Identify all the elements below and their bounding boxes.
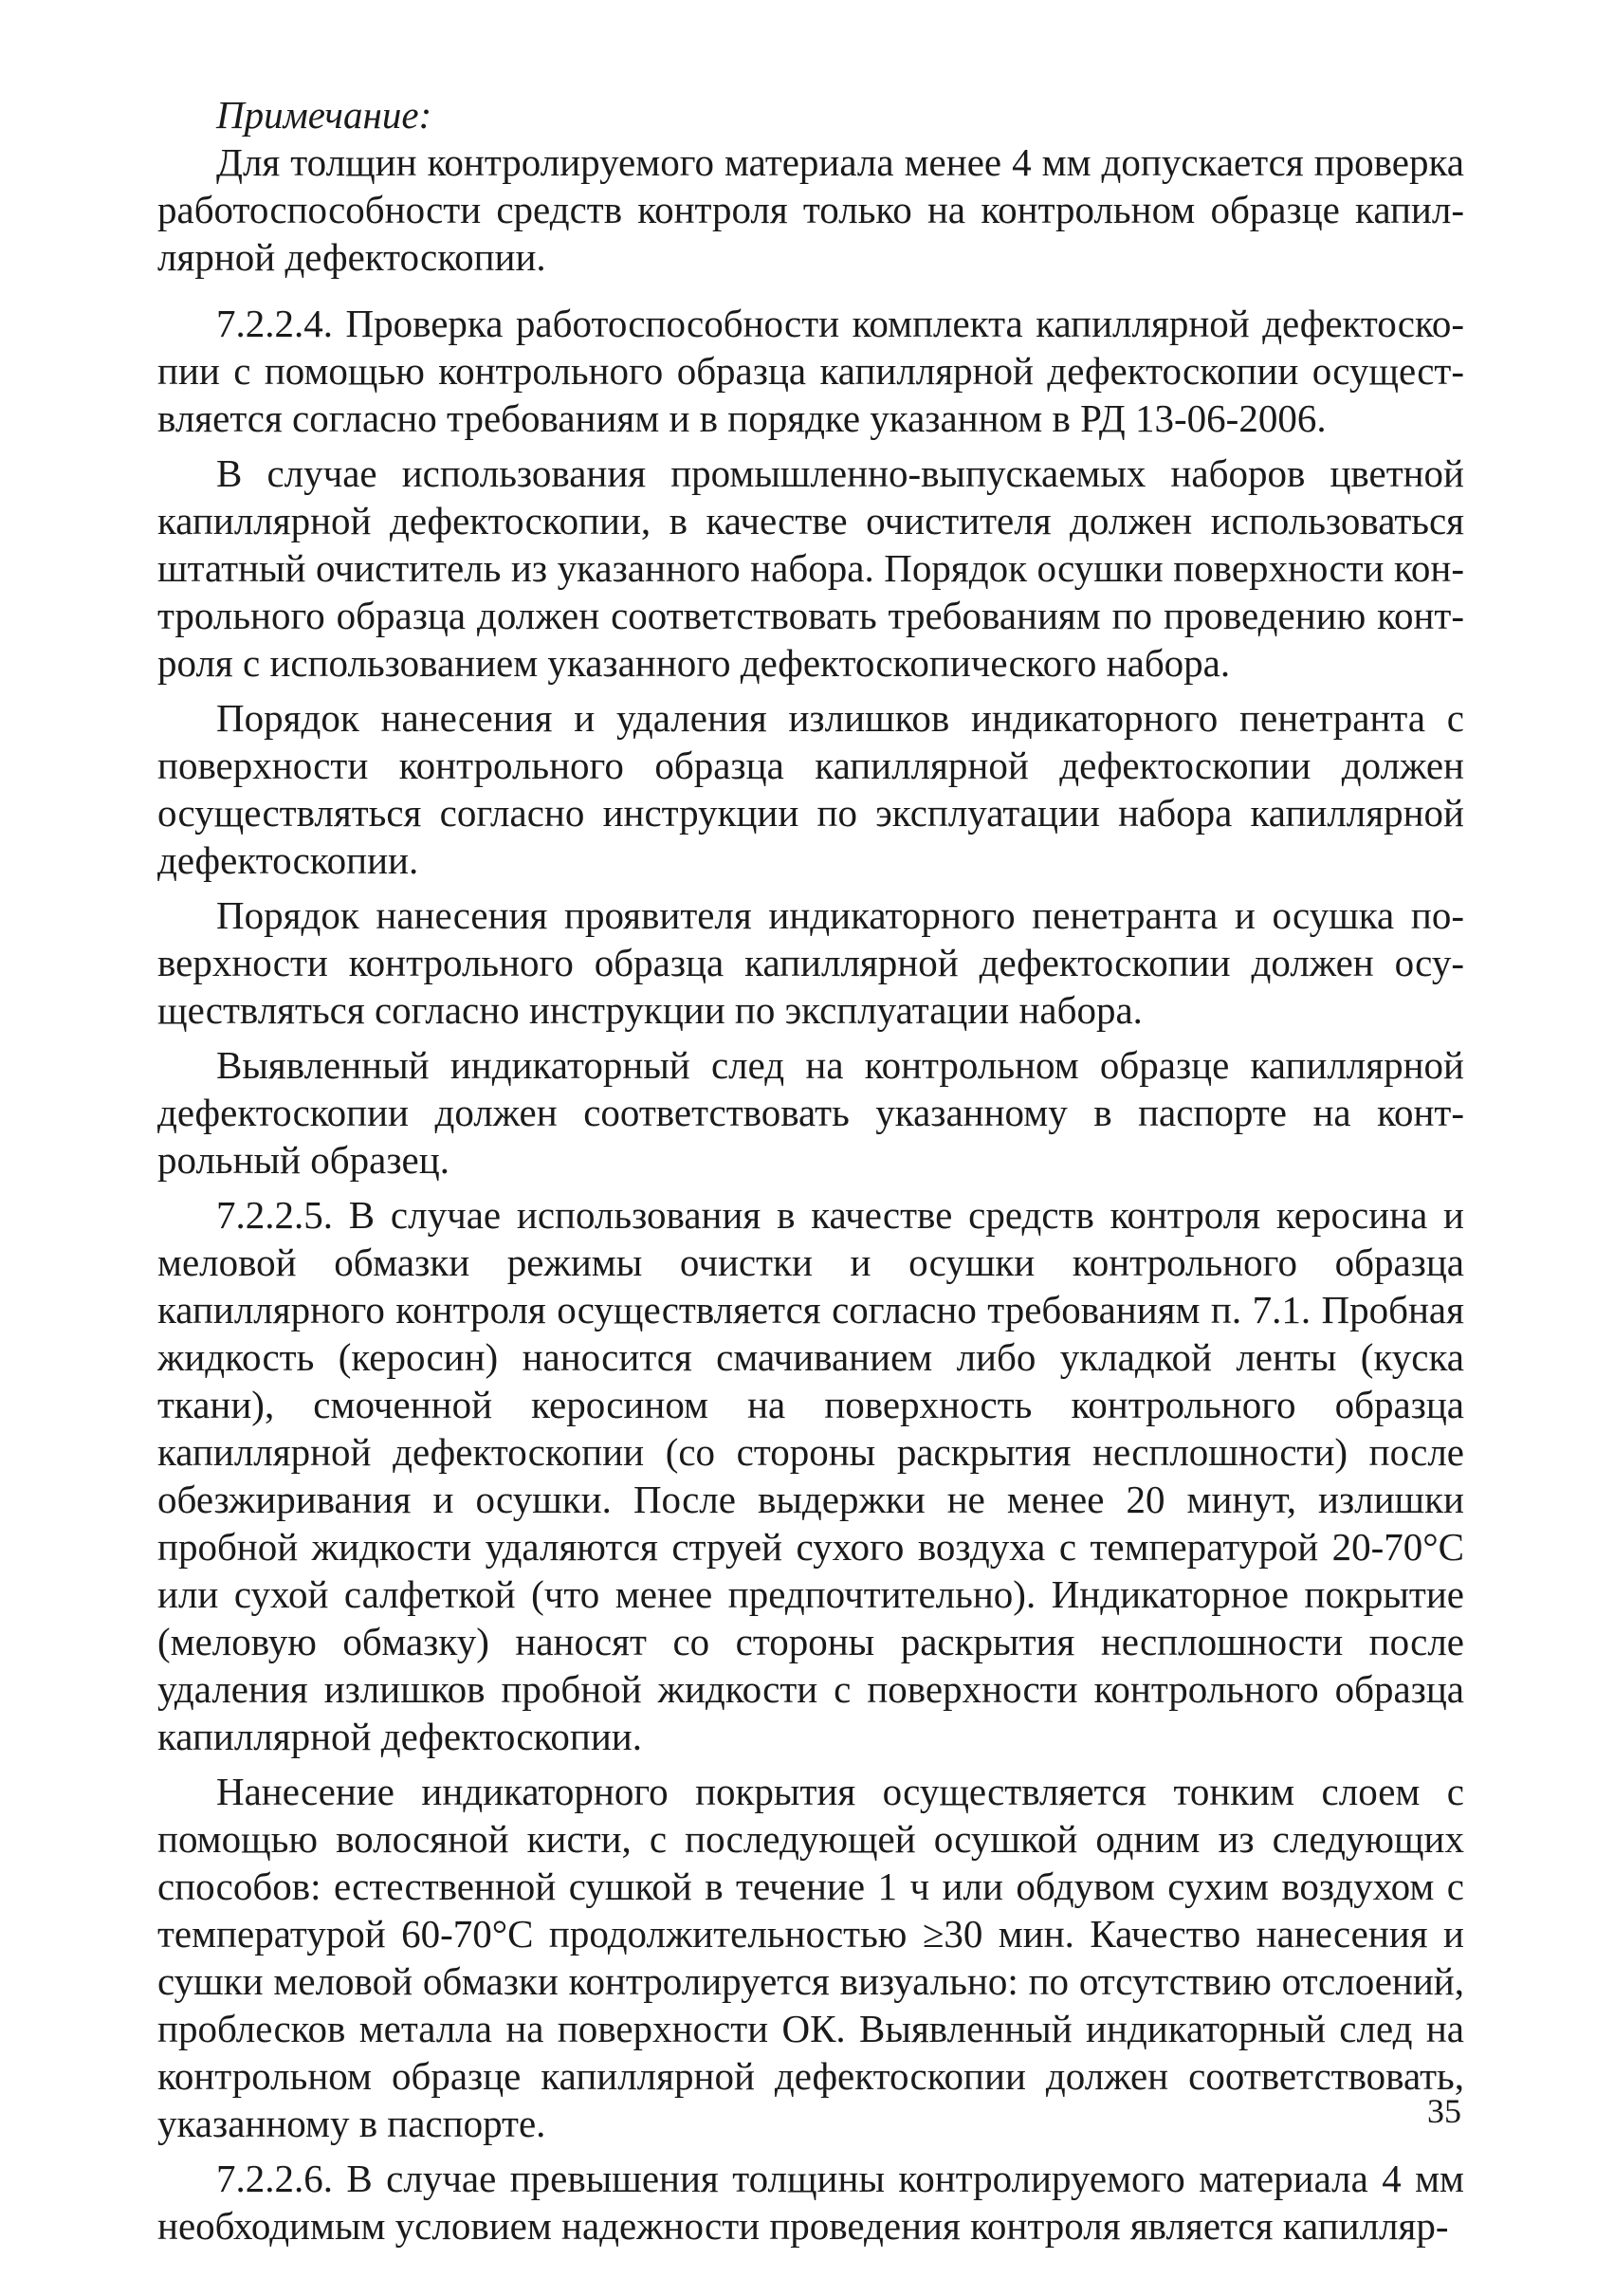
document-page <box>157 91 1464 2257</box>
note-text: Для толщин контролируемого материала менее 4 мм допускается проверка работоспособности средств контроля только на контрольном образце капиллярной дефектоскопии. <box>157 140 1464 279</box>
note-label: Примечание: <box>216 93 432 137</box>
paragraph-indication: Выявленный индикаторный след на контрольном образце капиллярной дефектоскопии должен соответствовать указанному в паспорте на контрольный образец. <box>157 1043 1464 1182</box>
paragraph-cleaner: В случае использования промышленно-выпускаемых наборов цветной капиллярной дефектоскопии, в качестве очистителя должен использоваться штатный очиститель из указанного набора. Порядок осушки поверхности контрольного образца должен соответствовать требованиям по проведению контроля с использованием указанного дефектоскопического набора. <box>157 451 1464 685</box>
paragraph-coating: Нанесение индикаторного покрытия осуществляется тонким слоем с помощью волосяной кисти, с последующей осушкой одним из следующих способов: естественной сушкой в течение 1 ч или обдувом сухим воздухом с температурой 60-70°С продолжительностью ≥30 мин. Качество нанесения и сушки меловой обмазки контролируется визуально: по отсутствию отслоений, проблесков металла на поверхности ОК. Выявленный индикаторный след на контрольном образце капиллярной дефектоскопии должен соответствовать, указанному в паспорте. <box>157 1770 1464 2145</box>
paragraph-7-2-2-5: 7.2.2.5. В случае использования в качестве средств контроля керосина и меловой обмазки режимы очистки и осушки контрольного образца капиллярного контроля осуществляется согласно требованиям п. 7.1. Пробная жидкость (керосин) наносится смачиванием либо укладкой ленты (куска ткани), смоченной керосином на поверхность контрольного образца капиллярной дефектоскопии (со стороны раскрытия несплошности) после обезжиривания и осушки. После выдержки не менее 20 минут, излишки пробной жидкости удаляются струей сухого воздуха с температурой 20-70°С или сухой салфеткой (что менее предпочтительно). Индикаторное покрытие (меловую обмазку) наносят со стороны раскрытия несплошности после удаления излишков пробной жидкости с поверхности контрольного образца капиллярной дефектоскопии. <box>157 1193 1464 1758</box>
paragraph-7-2-2-4: 7.2.2.4. Проверка работоспособности комплекта капиллярной дефектоскопии с помощью контрольного образца капиллярной дефектоскопии осуществляется согласно требованиям и в порядке указанном в РД 13-06-2006. <box>157 302 1464 440</box>
paragraph-7-2-2-6: 7.2.2.6. В случае превышения толщины контролируемого материала 4 мм необходимым условием надежности проведения контроля является капилляр- <box>157 2157 1464 2248</box>
paragraph-penetrant: Порядок нанесения и удаления излишков индикаторного пенетранта с поверхности контрольного образца капиллярной дефектоскопии должен осуществляться согласно инструкции по эксплуатации набора капиллярной дефектоскопии. <box>157 696 1464 882</box>
page-number: 35 <box>1427 2092 1461 2130</box>
paragraph-developer: Порядок нанесения проявителя индикаторного пенетранта и осушка поверхности контрольного образца капиллярной дефектоскопии должен осуществляться согласно инструкции по эксплуатации набора. <box>157 893 1464 1032</box>
